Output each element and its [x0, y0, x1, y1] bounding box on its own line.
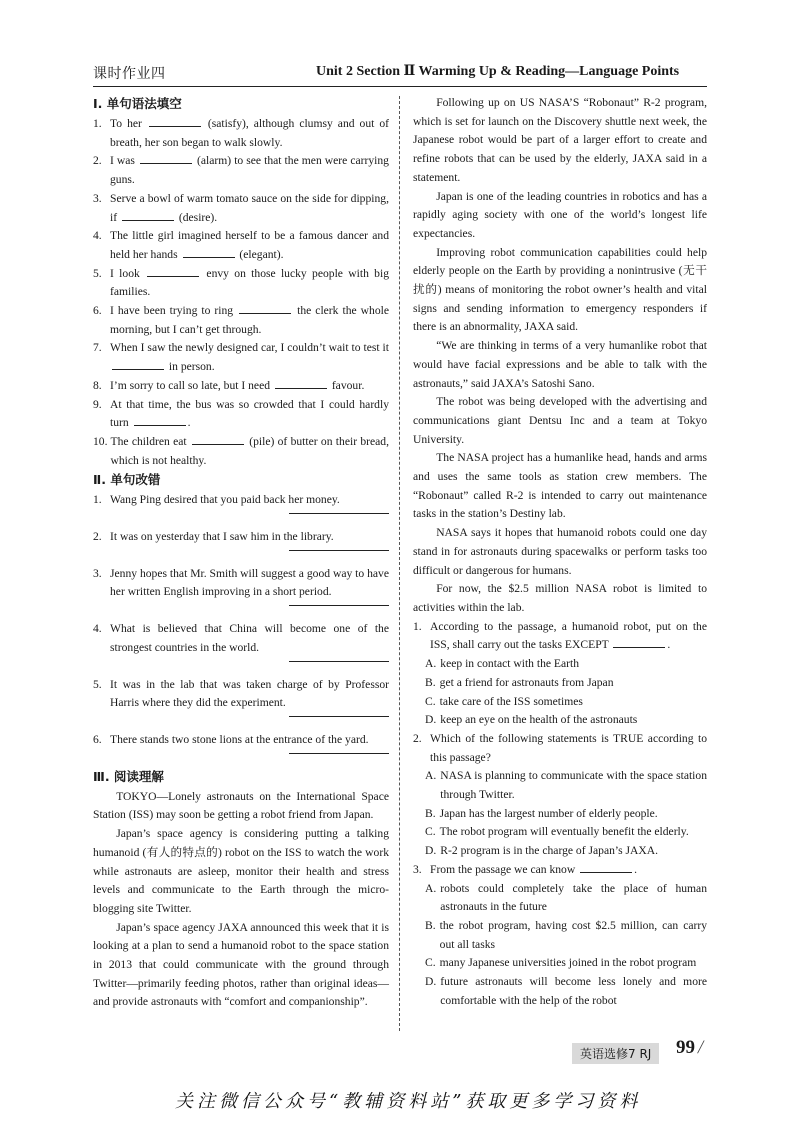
section1-title: Ⅰ. 单句语法填空 — [93, 96, 182, 111]
question-text-main: According to the passage, a humanoid robot, put on the ISS, shall carry out the tasks EXCEPT — [430, 619, 707, 652]
correction-item — [93, 620, 389, 657]
answer-line[interactable] — [93, 510, 389, 524]
item-text — [110, 152, 389, 189]
fill-blank-item — [93, 433, 389, 470]
passage-paragraph: The robot was being developed with the advertising and communications giant Dentsu Inc and a team at Tokyo University. — [413, 395, 707, 446]
option-text: Japan has the largest number of elderly people. — [439, 806, 658, 820]
option-letter: D. — [425, 975, 437, 989]
fill-blank-item — [93, 115, 389, 152]
option-text: R-2 program is in the charge of Japan’s JAXA. — [440, 844, 659, 858]
item-text-after: favour. — [328, 378, 365, 392]
option-text: NASA is planning to communicate with the space station through Twitter. — [440, 769, 707, 802]
item-text-after: the clerk the whole morning, but I can’t get through. — [110, 304, 389, 336]
question-stem — [413, 861, 707, 880]
answer-blank[interactable] — [613, 636, 665, 648]
option-letter: A. — [425, 881, 437, 895]
passage-paragraph: The NASA project has a humanlike head, hands and arms and uses the same tools as station crew members. The “Robonaut” called R-2 is intended to carry out maintenance tasks in the station’s Destiny lab. — [413, 451, 707, 521]
fill-blank-item — [93, 227, 389, 264]
item-number: 7. — [93, 341, 102, 355]
item-text-after: (pile) of butter on their bread, which is not healthy. — [110, 434, 389, 467]
item-text-after: in person. — [166, 360, 215, 374]
passage-left — [93, 788, 389, 1012]
item-text: There stands two stone lions at the entrance of the yard. — [110, 732, 369, 746]
section1-list — [93, 115, 389, 470]
option-letter: C. — [425, 825, 436, 839]
question-text-main: From the passage we can know — [430, 862, 579, 876]
question-text — [430, 730, 707, 767]
item-number: 9. — [93, 397, 102, 411]
item-text: Jenny hopes that Mr. Smith will suggest a good way to have her written English improving in a short period. — [110, 566, 389, 599]
item-number: 6. — [93, 304, 102, 318]
correction-item — [93, 676, 389, 713]
item-number: 1. — [93, 493, 102, 507]
answer-option[interactable] — [413, 880, 707, 917]
column-divider — [399, 96, 400, 1031]
item-text-before: I have been trying to ring — [110, 304, 238, 318]
option-letter: B. — [425, 806, 436, 820]
item-text — [110, 396, 389, 433]
option-text: keep an eye on the health of the astronauts — [440, 713, 638, 727]
item-text-before: When I saw the newly designed car, I couldn’t wait to test it — [110, 341, 389, 355]
answer-blank[interactable] — [239, 302, 291, 314]
item-text — [110, 115, 389, 152]
item-text-after: envy on those lucky people with big families. — [110, 266, 389, 299]
passage-paragraph: “We are thinking in terms of a very humanlike robot that would have facial expressions and be able to talk with the astronauts,” said JAXA’s Satoshi Sano. — [413, 339, 707, 390]
option-letter: B. — [425, 675, 436, 689]
answer-option[interactable] — [413, 917, 707, 954]
passage-paragraph: Following up on US NASA’S “Robonaut” R-2 program, which is set for launch on the Discovery shuttle next week, the Japanese robot would be part of a larger effort to create and refine robots that can be used by the elderly, JAXA said in a statement. — [413, 96, 707, 184]
answer-line[interactable] — [93, 658, 389, 672]
option-text: the robot program, having cost $2.5 million, can carry out all tasks — [439, 918, 707, 951]
passage-paragraph: Japan’s space agency JAXA announced this week that it is looking at a plan to send a humanoid robot to the space station in 2013 that could communicate with the ground through Twitter—primarily feeding photos, rather than original ideas—and provide astronauts with “comfort and companionship”. — [93, 920, 389, 1009]
answer-option[interactable] — [413, 954, 707, 973]
question-stem — [413, 618, 707, 655]
answer-blank[interactable] — [149, 115, 201, 127]
question-number: 2. — [413, 731, 422, 745]
item-text-before: The children eat — [110, 434, 190, 448]
answer-blank[interactable] — [134, 414, 186, 426]
item-number: 8. — [93, 378, 102, 392]
item-number: 5. — [93, 677, 102, 691]
questions-list — [413, 618, 707, 1011]
answer-blank[interactable] — [140, 152, 192, 164]
item-text — [111, 433, 390, 470]
fill-blank-item — [93, 377, 389, 396]
answer-option[interactable] — [413, 711, 707, 730]
fill-blank-item — [93, 339, 389, 376]
item-number: 6. — [93, 732, 102, 746]
option-letter: C. — [425, 956, 436, 970]
answer-option[interactable] — [413, 842, 707, 861]
right-column — [413, 94, 707, 1010]
answer-option[interactable] — [413, 674, 707, 693]
lesson-label: 课时作业四 — [93, 66, 166, 82]
fill-blank-item — [93, 396, 389, 433]
passage-paragraph: Japan is one of the leading countries in robotics and has a rapidly aging society with one of the world’s longest life expectancies. — [413, 189, 707, 240]
page-number: 99 — [676, 1037, 695, 1058]
item-text: It was on yesterday that I saw him in the library. — [110, 530, 334, 544]
passage-right — [413, 94, 707, 618]
item-text-after: . — [187, 416, 191, 430]
fill-blank-item — [93, 265, 389, 302]
fill-blank-item — [93, 152, 389, 189]
option-letter: A. — [425, 769, 437, 783]
item-text-before: Serve a bowl of warm tomato sauce on the side for dipping, if — [110, 191, 389, 224]
answer-option[interactable] — [413, 655, 707, 674]
passage-paragraph: Japan’s space agency is considering putting a talking humanoid (有人的特点的) robot on the ISS to watch the work while astronauts are asleep, monitor their health and stress levels and communicate to the Earth through the micro-blogging site Twitter. — [93, 827, 389, 915]
question-stem — [413, 730, 707, 767]
option-letter: C. — [425, 694, 436, 708]
option-text: get a friend for astronauts from Japan — [439, 675, 614, 689]
book-label: 英语选修7 RJ — [572, 1043, 659, 1064]
answer-blank[interactable] — [122, 209, 174, 221]
answer-line[interactable] — [93, 750, 389, 764]
answer-line[interactable] — [93, 602, 389, 616]
section2-title: Ⅱ. 单句改错 — [93, 472, 161, 488]
item-text-after: (satisfy), although clumsy and out of breath, her son began to walk slowly. — [110, 117, 390, 149]
item-text — [110, 302, 389, 339]
item-text — [110, 265, 389, 302]
unit-title: Unit 2 Section Ⅱ Warming Up & Reading—Language Points — [316, 64, 680, 79]
page-slash-decoration: / — [696, 1037, 706, 1058]
correction-item — [93, 565, 389, 602]
question-text-end: . — [667, 638, 671, 652]
option-letter: A. — [425, 657, 437, 671]
answer-option[interactable] — [413, 767, 707, 804]
item-text: It was in the lab that was taken charge of by Professor Harris where they did the experiment. — [110, 677, 389, 710]
item-number: 4. — [93, 622, 102, 636]
answer-line[interactable] — [93, 547, 389, 561]
item-number: 1. — [93, 117, 102, 130]
item-text: What is believed that China will become one of the strongest countries in the world. — [110, 622, 389, 654]
fill-blank-item — [93, 302, 389, 339]
fill-blank-item — [93, 190, 389, 227]
question-text — [430, 861, 707, 880]
option-letter: D. — [425, 844, 437, 858]
answer-blank[interactable] — [192, 433, 244, 445]
option-letter: B. — [425, 918, 436, 932]
section2-list — [93, 491, 389, 763]
item-text-after: (elegant). — [236, 247, 284, 261]
option-text: future astronauts will become less lonely and more comfortable with the help of the robot — [440, 975, 707, 1007]
item-text-before: At that time, the bus was so crowded that I could hardly turn — [110, 397, 389, 430]
option-text: The robot program will eventually benefit the elderly. — [439, 825, 689, 839]
item-number: 2. — [93, 154, 102, 168]
answer-option[interactable] — [413, 805, 707, 824]
passage-paragraph: TOKYO—Lonely astronauts on the International Space Station (ISS) may soon be getting a robot friend from Japan. — [93, 789, 389, 822]
answer-option[interactable] — [413, 823, 707, 842]
answer-option[interactable] — [413, 693, 707, 712]
item-text-before: To her — [110, 117, 147, 130]
passage-paragraph: NASA says it hopes that humanoid robots could one day stand in for astronauts during spacewalks or perform tasks too difficult or dangerous for humans. — [413, 526, 707, 577]
option-text: many Japanese universities joined in the robot program — [439, 956, 697, 970]
correction-item — [93, 731, 389, 750]
answer-blank[interactable] — [183, 246, 235, 258]
item-number: 2. — [93, 530, 102, 544]
item-text-after: (alarm) to see that the men were carrying guns. — [110, 154, 389, 187]
answer-option[interactable] — [413, 973, 707, 1010]
section3-title: Ⅲ. 阅读理解 — [93, 768, 164, 784]
item-text-before: The little girl imagined herself to be a famous dancer and held her hands — [110, 229, 389, 261]
item-text — [110, 339, 389, 376]
question-text-end: . — [634, 862, 638, 876]
option-text: take care of the ISS sometimes — [439, 694, 583, 708]
correction-item — [93, 528, 389, 547]
left-column — [93, 94, 389, 1012]
answer-blank[interactable] — [580, 861, 632, 873]
watermark: 关注微信公众号“教辅资料站”获取更多学习资料 — [175, 1091, 642, 1112]
answer-blank[interactable] — [112, 358, 164, 370]
option-text: robots could completely take the place of human astronauts in the future — [440, 881, 707, 914]
item-text — [110, 190, 389, 227]
item-number: 5. — [93, 266, 102, 280]
item-text-after: (desire). — [175, 210, 218, 224]
item-text-before: I look — [110, 266, 146, 280]
option-text: keep in contact with the Earth — [440, 657, 580, 671]
item-number: 3. — [93, 191, 102, 205]
item-text: Wang Ping desired that you paid back her money. — [110, 493, 340, 507]
item-text-before: I was — [110, 154, 138, 168]
item-number: 10. — [93, 434, 108, 448]
option-letter: D. — [425, 713, 437, 727]
answer-blank[interactable] — [147, 265, 199, 277]
answer-blank[interactable] — [275, 377, 327, 389]
question-text-main: Which of the following statements is TRUE according to this passage? — [430, 731, 707, 764]
question-number: 1. — [413, 619, 422, 633]
item-number: 3. — [93, 566, 102, 580]
header-rule — [93, 86, 707, 87]
question-number: 3. — [413, 862, 422, 876]
passage-paragraph: Improving robot communication capabilities could help elderly people on the Earth by providing a nonintrusive (无干扰的) means of monitoring the robot owner’s health and vital signs and sending information to emergency responders if there is an abnormality, JAXA said. — [413, 245, 707, 334]
correction-item — [93, 491, 389, 510]
question-text — [430, 618, 707, 655]
item-number: 4. — [93, 229, 102, 243]
passage-paragraph: For now, the $2.5 million NASA robot is limited to activities within the lab. — [413, 582, 707, 614]
answer-line[interactable] — [93, 713, 389, 727]
item-text-before: I’m sorry to call so late, but I need — [110, 378, 273, 392]
item-text — [110, 377, 389, 396]
item-text — [110, 227, 389, 264]
